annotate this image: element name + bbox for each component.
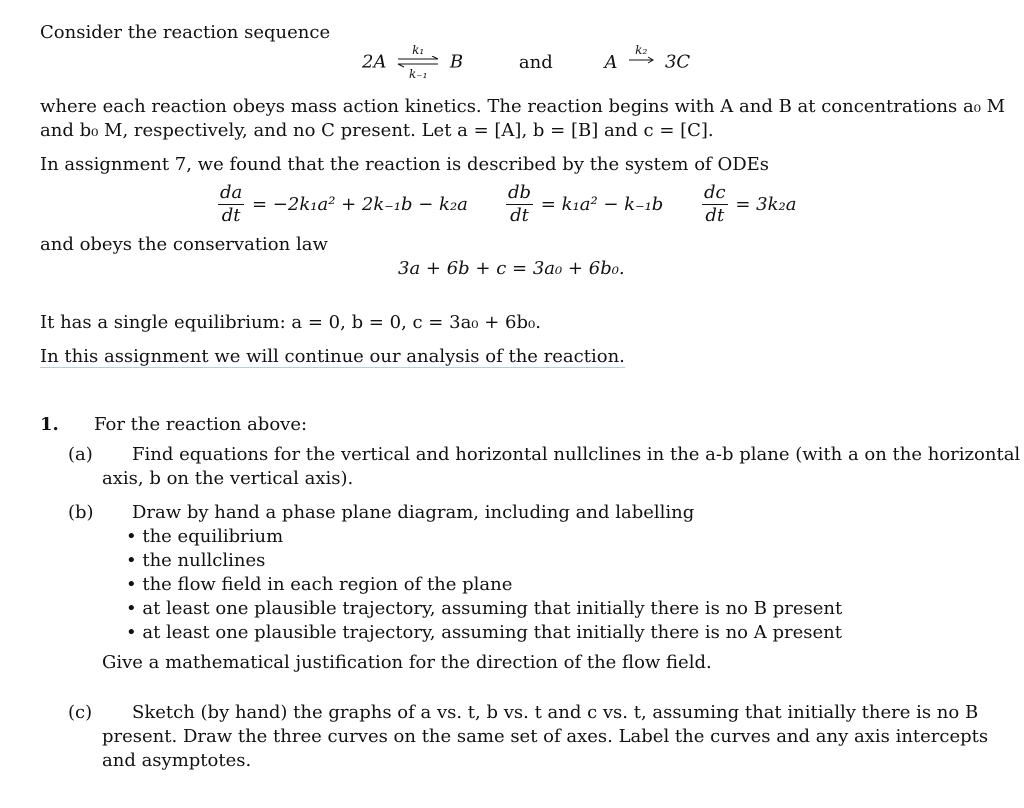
question-prompt: For the reaction above: (94, 414, 308, 435)
bullet-text: at least one plausible trajectory, assuming that initially there is no A present (142, 622, 842, 643)
bullet-glyph: • (126, 574, 137, 595)
ode3-rhs: = 3k₂a (735, 194, 797, 215)
part-b-label: (b) (68, 502, 94, 523)
continue-wrap (40, 346, 625, 367)
ode3-fraction (702, 182, 728, 227)
para1-line2: and b₀ M, respectively, and no C present. Let a = [A], b = [B] and c = [C]. (40, 120, 714, 141)
para2: In assignment 7, we found that the reaction is described by the system of ODEs (40, 154, 770, 175)
part-c-line3: and asymptotes. (102, 750, 252, 771)
forward-arrow (627, 44, 655, 80)
bullet-item (126, 574, 512, 595)
question-number: 1. (40, 414, 59, 435)
equilibrium-arrow (396, 44, 440, 80)
part-c-line1: Sketch (by hand) the graphs of a vs. t, b vs. t and c vs. t, assuming that initially there is no B (132, 702, 979, 723)
ode2-rhs: = k₁a² − k₋₁b (540, 194, 664, 215)
part-c-line2: present. Draw the three curves on the same set of axes. Label the curves and any axis intercepts (102, 726, 989, 747)
ode2-denominator: dt (510, 205, 529, 226)
rate-k-minus-1: k₋₁ (408, 67, 428, 81)
bullet-item (126, 622, 842, 643)
part-a-line2: axis, b on the vertical axis). (102, 468, 354, 489)
bullet-glyph: • (126, 622, 137, 643)
part-b-line1: Draw by hand a phase plane diagram, including and labelling (132, 502, 695, 523)
ode1-rhs: = −2k₁a² + 2k₋₁b − k₂a (252, 194, 468, 215)
part-a-label: (a) (68, 444, 93, 465)
ode-2 (504, 182, 663, 227)
continue-statement: In this assignment we will continue our analysis of the reaction. (40, 346, 625, 367)
bullet-item (126, 526, 283, 547)
rxn2-left: A (604, 51, 618, 73)
ode-1 (216, 182, 468, 227)
right-arrow-icon (627, 56, 655, 68)
equilibrium-statement: It has a single equilibrium: a = 0, b = 0, c = 3a₀ + 6b₀. (40, 312, 541, 333)
ode3-denominator: dt (705, 205, 725, 226)
ode-3 (700, 182, 796, 227)
rxn1-left: 2A (362, 51, 387, 73)
para1-line1: where each reaction obeys mass action kinetics. The reaction begins with A and B at concentrations a₀ M (40, 96, 1006, 117)
rxn1-right: B (449, 51, 464, 73)
part-b-justify: Give a mathematical justification for the direction of the flow field. (102, 652, 712, 673)
ode3-numerator: dc (704, 182, 726, 203)
bullet-item (126, 598, 842, 619)
bullet-item (126, 550, 265, 571)
conservation-equation: 3a + 6b + c = 3a₀ + 6b₀. (398, 258, 625, 279)
ode1-denominator: dt (221, 205, 241, 226)
bullet-text: the nullclines (142, 550, 266, 571)
bullet-text: the flow field in each region of the plane (142, 574, 513, 595)
ode1-numerator: da (220, 182, 243, 203)
part-a-line1: Find equations for the vertical and horizontal nullclines in the a-b plane (with a on the horizontal (132, 444, 1021, 465)
bullet-text: the equilibrium (142, 526, 284, 547)
rxn2-right: 3C (664, 51, 691, 73)
conservation-intro: and obeys the conservation law (40, 234, 328, 255)
and-word: and (518, 51, 553, 73)
intro-text: Consider the reaction sequence (40, 22, 331, 43)
bullet-text: at least one plausible trajectory, assuming that initially there is no B present (142, 598, 843, 619)
rate-k2: k₂ (635, 43, 648, 57)
reaction-scheme (362, 44, 690, 92)
ode2-fraction (506, 182, 533, 227)
ode1-fraction (218, 182, 244, 227)
ode2-numerator: db (508, 182, 532, 203)
part-c-label: (c) (68, 702, 93, 723)
bullet-glyph: • (126, 550, 137, 571)
bullet-glyph: • (126, 598, 137, 619)
bullet-glyph: • (126, 526, 137, 547)
rate-k1: k₁ (412, 43, 425, 57)
